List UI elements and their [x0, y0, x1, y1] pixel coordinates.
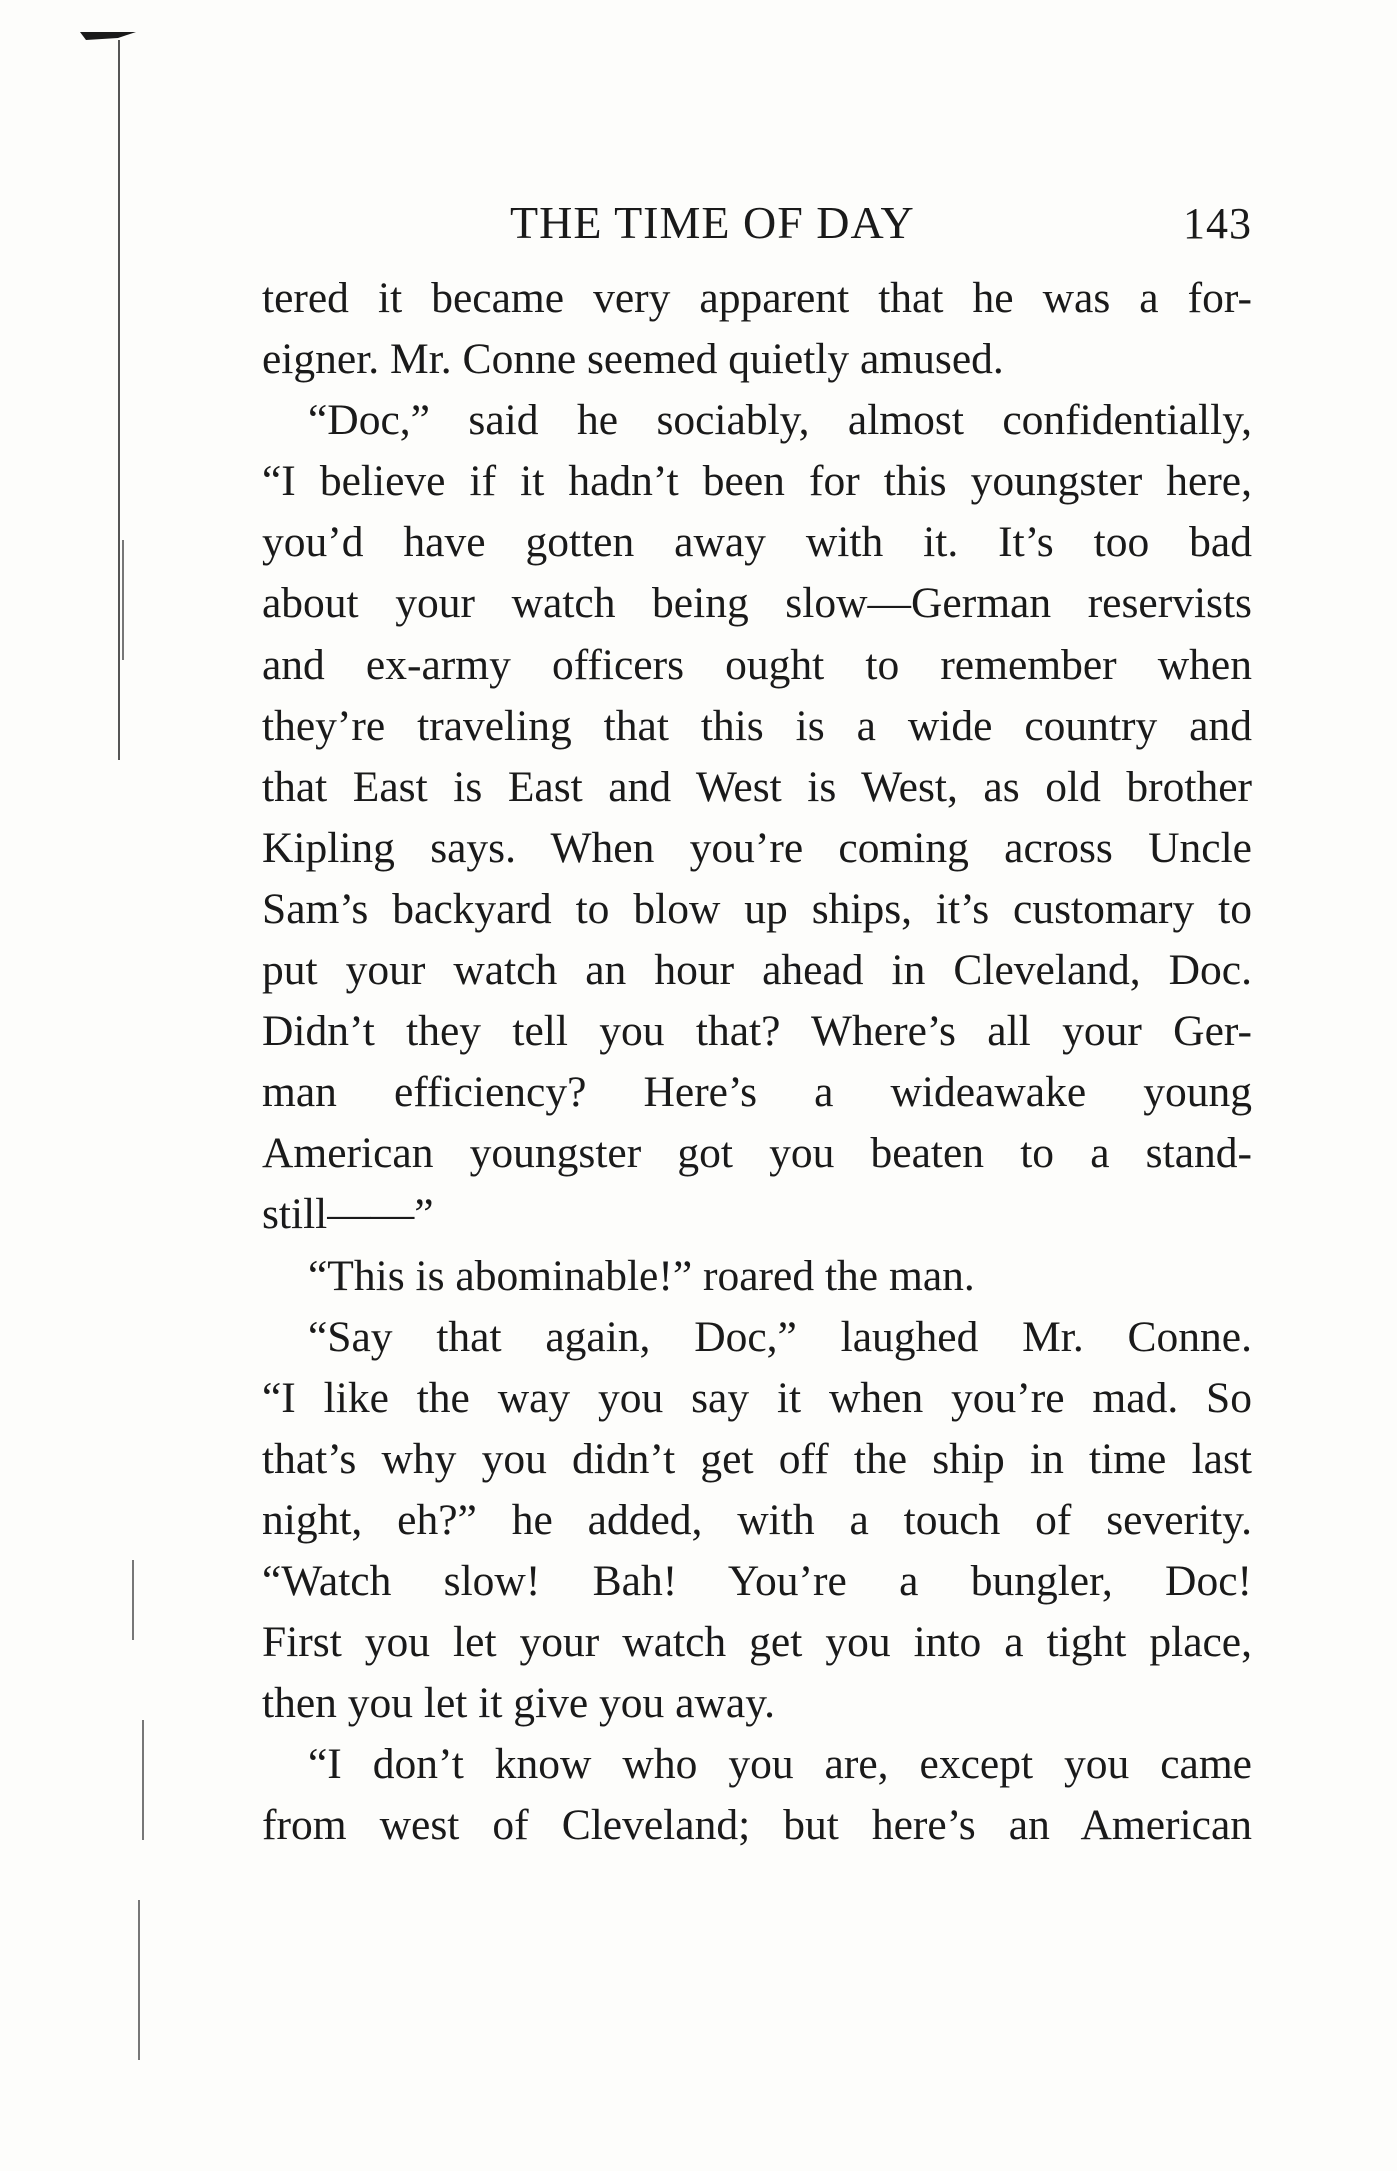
text-line: First you let your watch get you into a tight place, [262, 1618, 1252, 1667]
text-line: Kipling says. When you’re coming across Uncle [262, 823, 1252, 872]
text-line: “I like the way you say it when you’re mad. So [262, 1373, 1252, 1422]
page-header [262, 196, 1252, 256]
text-line: “I believe if it hadn’t been for this youngster here, [262, 457, 1252, 506]
text-line: “Watch slow! Bah! You’re a bungler, Doc! [262, 1556, 1252, 1605]
body-text [262, 268, 1252, 1856]
text-line: about your watch being slow—German reservists [262, 579, 1252, 628]
text-line: Didn’t they tell you that? Where’s all your Ger- [262, 1007, 1252, 1056]
text-line: and ex-army officers ought to remember when [262, 640, 1252, 689]
scan-speck [132, 1560, 134, 1640]
text-line: American youngster got you beaten to a stand- [262, 1129, 1252, 1178]
text-line: still——” [262, 1190, 434, 1239]
text-line: they’re traveling that this is a wide country and [262, 701, 1252, 750]
scan-speck [142, 1720, 144, 1840]
text-line: Sam’s backyard to blow up ships, it’s customary to [262, 884, 1252, 933]
text-line: night, eh?” he added, with a touch of severity. [262, 1495, 1252, 1544]
text-line: tered it became very apparent that he was a for- [262, 274, 1252, 322]
text-line: then you let it give you away. [262, 1679, 776, 1728]
text-line: “This is abominable!” roared the man. [308, 1251, 975, 1300]
text-line: that East is East and West is West, as old brother [262, 762, 1252, 811]
text-line: man efficiency? Here’s a wideawake young [262, 1068, 1252, 1117]
text-line: eigner. Mr. Conne seemed quietly amused. [262, 335, 1004, 384]
scan-speck [122, 540, 124, 660]
text-line: you’d have gotten away with it. It’s too bad [262, 518, 1252, 567]
page-number: 143 [1183, 199, 1252, 248]
text-line: put your watch an hour ahead in Cleveland, Doc. [262, 946, 1252, 995]
running-title: THE TIME OF DAY [510, 197, 915, 248]
binding-edge-line [118, 40, 120, 760]
text-line: from west of Cleveland; but here’s an American [262, 1801, 1252, 1850]
binding-corner-mark [78, 30, 138, 80]
text-line: “Say that again, Doc,” laughed Mr. Conne. [308, 1312, 1252, 1361]
scan-speck [138, 1900, 140, 2060]
text-line: “I don’t know who you are, except you came [308, 1740, 1252, 1789]
text-line: “Doc,” said he sociably, almost confidentially, [308, 396, 1252, 445]
text-line: that’s why you didn’t get off the ship in time last [262, 1434, 1252, 1483]
